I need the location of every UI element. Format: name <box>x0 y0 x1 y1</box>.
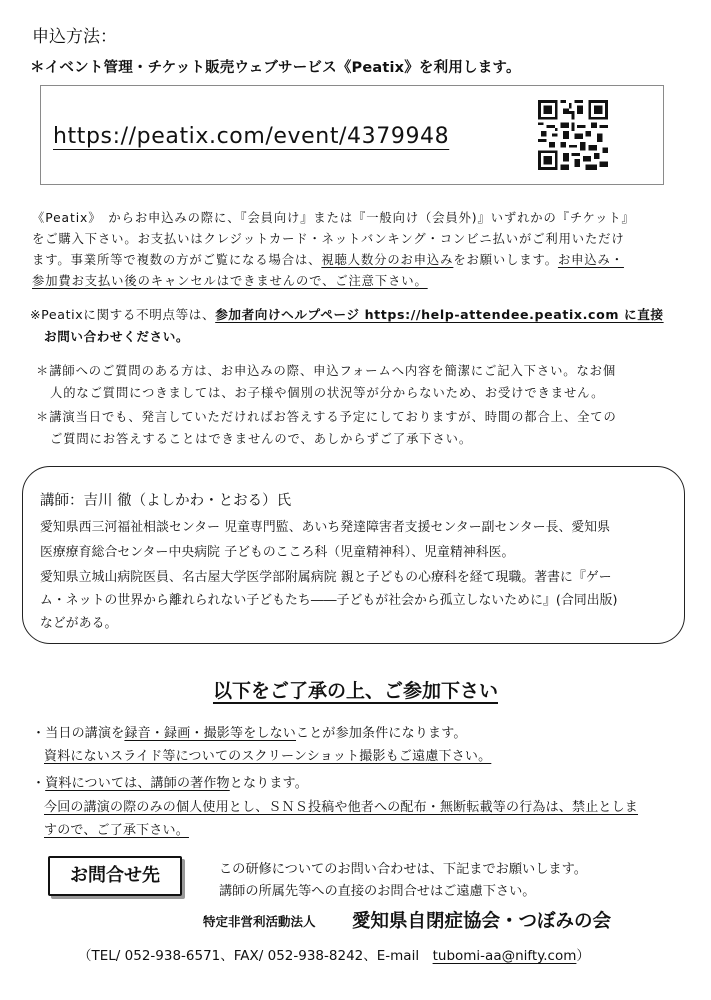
method-heading: 申込方法： <box>32 27 117 47</box>
condition-2-line-2: 今回の講演の際のみの個人使用とし、ＳＮＳ投稿や他者への配布・無断転載等の行為は、禁止としま <box>44 800 639 815</box>
payment-line-3 <box>32 250 624 268</box>
condition-1-line-1 <box>32 722 467 741</box>
question-line-1: ＊講師へのご質問のある方は、お申込みの際、申込フォームへ内容を簡潔にご記入下さい。なお個 <box>36 364 617 378</box>
lecturer-bio-4: ム・ネットの世界から離れられない子どもたち――子どもが社会から孤立しないために』(合同出版) <box>40 593 618 608</box>
no-cancel-note-start: お申込み・ <box>557 253 624 267</box>
condition-1-suffix: ことが参加条件になります。 <box>296 726 467 741</box>
payment-line-3a: ます。事業所等で複数の方がご覧になる場合は、 <box>32 253 322 267</box>
contact-line-2: 講師の所属先等への直接のお問合せはご遠慮下さい。 <box>219 884 536 899</box>
method-intro: ＊イベント管理・チケット販売ウェブサービス《Peatix》を利用します。 <box>30 60 521 76</box>
qr-code-icon <box>538 100 608 170</box>
payment-line-1: 《Peatix》 からお申込みの際に、『会員向け』または『一般向け（会員外)』いずれかの『チケット』 <box>32 211 635 225</box>
contact-line-1: この研修についてのお問い合わせは、下記までお願いします。 <box>219 862 587 877</box>
org-type: 特定非営利活動法人 <box>203 914 316 929</box>
condition-2-suffix: となります。 <box>229 776 308 791</box>
condition-2-line-1 <box>32 772 308 791</box>
help-page-link[interactable]: 参加者向けヘルプページ https://help-attendee.peatix.com に直接 <box>215 307 664 322</box>
lecturer-bio-5: などがある。 <box>40 616 118 631</box>
contact-details-end: ） <box>576 948 590 964</box>
condition-1-prefix: ・当日の講演を <box>32 726 125 741</box>
help-line-2: お問い合わせください。 <box>44 329 190 344</box>
payment-line-3c: をお願いします。 <box>453 253 558 267</box>
lecturer-name: 講師：吉川 徹（よしかわ・とおる）氏 <box>40 493 292 509</box>
contact-details <box>78 944 590 964</box>
lecturer-bio-1: 愛知県西三河福祉相談センター 児童専門監、あいち発達障害者支援センター副センター長、愛知県 <box>40 520 611 535</box>
url-box <box>40 85 664 185</box>
question-line-4: ご質問にお答えすることはできませんので、あしからずご了承下さい。 <box>50 432 473 446</box>
event-url-link[interactable]: https://peatix.com/event/4379948 <box>53 124 450 149</box>
payment-line-2: をご購入下さい。お支払いはクレジットカード・ネットバンキング・コンビニ払いがご利用いただけ <box>32 232 625 246</box>
question-line-3: ＊講演当日でも、発言していただければお答えする予定にしておりますが、時間の都合上、全ての <box>36 410 617 424</box>
help-prefix: ※Peatixに関する不明点等は、 <box>30 307 216 322</box>
condition-2-bullet: ・ <box>32 776 46 791</box>
contact-label: お問合せ先 <box>48 856 182 896</box>
condition-2-line-3: すので、ご了承下さい。 <box>44 823 189 838</box>
no-recording-note: 録音・録画・撮影等をしない <box>124 726 297 741</box>
help-line-1 <box>30 304 664 323</box>
per-viewer-note: 視聴人数分のお申込み <box>321 253 454 267</box>
notice-title: 以下をご了承の上、ご参加下さい <box>212 680 498 702</box>
org-name: 愛知県自閉症協会・つぼみの会 <box>352 911 612 932</box>
contact-email-link[interactable]: tubomi-aa@nifty.com <box>432 948 577 964</box>
no-cancel-note: 参加費お支払い後のキャンセルはできませんので、ご注意下さい。 <box>32 274 428 288</box>
condition-1-line-2: 資料にないスライド等についてのスクリーンショット撮影もご遠慮下さい。 <box>44 749 492 764</box>
contact-phone-fax: （TEL/ 052-938-6571、FAX/ 052-938-8242、E-mail <box>78 948 433 964</box>
question-line-2: 人的なご質問につきましては、お子様や個別の状況等が分からないため、お受けできません。 <box>50 386 605 400</box>
copyright-note: 資料については、講師の著作物 <box>45 776 230 791</box>
lecturer-bio-2: 医療療育総合センター中央病院 子どものこころ科（児童精神科）、児童精神科医。 <box>40 545 515 560</box>
lecturer-bio-3: 愛知県立城山病院医員、名古屋大学医学部附属病院 親と子どもの心療科を経て現職。著書に『ゲー <box>40 570 612 585</box>
